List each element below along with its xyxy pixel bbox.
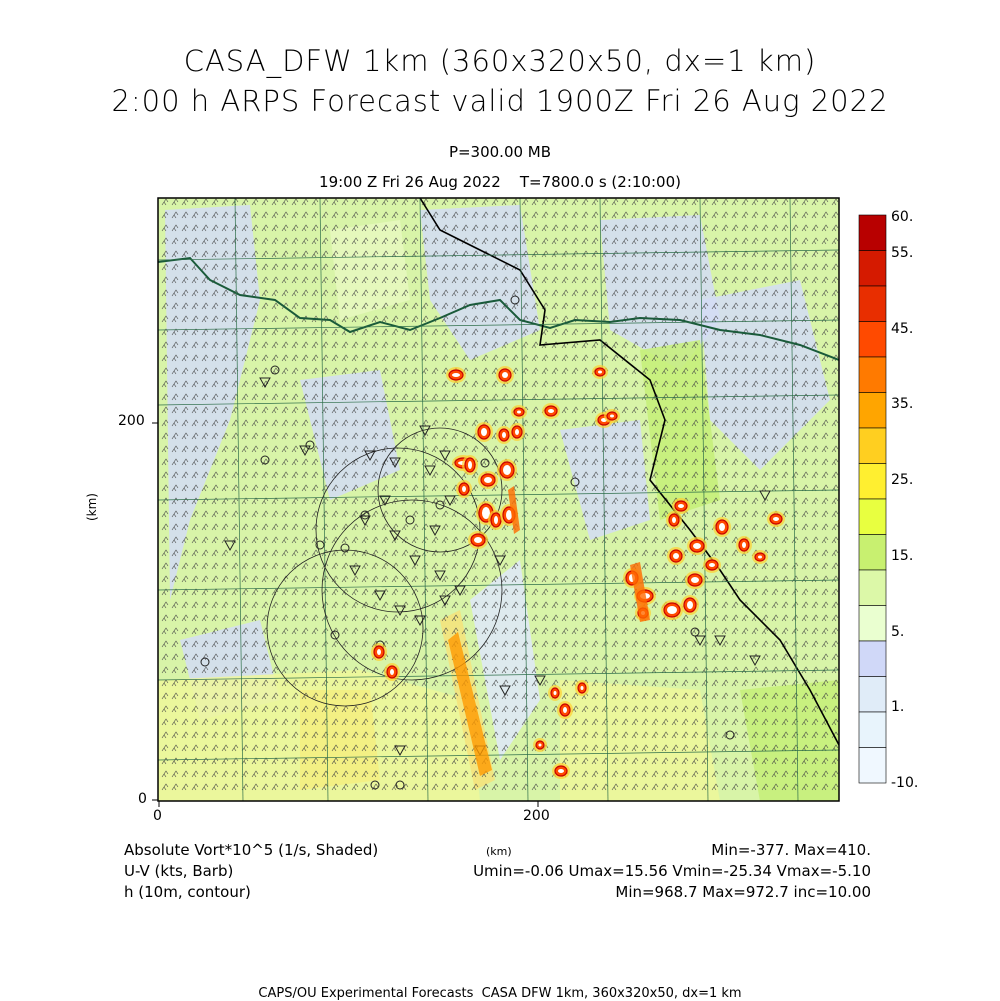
vorticity-field — [158, 198, 839, 801]
vorticity-cell-core — [539, 744, 542, 747]
vorticity-cell-core — [563, 707, 567, 713]
legend-contour: h (10m, contour) — [124, 883, 251, 901]
cb-label-neg10: -10. — [891, 775, 919, 791]
legend-height-minmax: Min=968.7 Max=972.7 inc=10.00 — [615, 883, 871, 901]
vorticity-cell-core — [517, 411, 521, 414]
vorticity-cell-core — [581, 686, 584, 690]
vorticity-cell-core — [719, 523, 725, 531]
colorbar-segment — [859, 712, 886, 748]
vorticity-cell-core — [554, 691, 557, 695]
y-axis — [152, 423, 158, 800]
vorticity-cell-core — [672, 517, 676, 523]
vorticity-cell-core — [610, 415, 614, 418]
colorbar — [859, 215, 886, 783]
vorticity-cell-core — [598, 371, 602, 374]
x-tick-0: 0 — [153, 808, 162, 824]
legend-wind-minmax: Umin=-0.06 Umax=15.56 Vmin=-25.34 Vmax=-5.10 — [473, 862, 871, 880]
colorbar-segment — [859, 570, 886, 606]
vorticity-cell-core — [758, 556, 762, 559]
vorticity-cell-core — [773, 517, 779, 521]
vorticity-cell-core — [709, 563, 715, 567]
colorbar-segment — [859, 322, 886, 358]
colorbar-segment — [859, 606, 886, 642]
vorticity-cell-core — [742, 542, 746, 548]
vorticity-cell-core — [452, 373, 460, 377]
cb-label-25: 25. — [891, 472, 914, 488]
colorbar-segment — [859, 428, 886, 464]
x-axis-unit: (km) — [486, 845, 512, 858]
cb-label-15: 15. — [891, 548, 914, 564]
pressure-level: P=300.00 MB — [448, 143, 552, 161]
title-line-2: 2:00 h ARPS Forecast valid 1900Z Fri 26 Aug 2022 — [111, 84, 889, 118]
legend-vort-minmax: Min=-377. Max=410. — [711, 841, 871, 859]
colorbar-segment — [859, 215, 886, 251]
colorbar-segment — [859, 464, 886, 500]
vorticity-cell-core — [678, 504, 684, 508]
valid-time: 19:00 Z Fri 26 Aug 2022 T=7800.0 s (2:10:00) — [319, 173, 681, 191]
vorticity-cell-core — [693, 543, 701, 549]
vorticity-cell-core — [687, 601, 693, 609]
vorticity-cell-core — [390, 669, 394, 675]
colorbar-segment — [859, 677, 886, 713]
vorticity-cell-core — [462, 486, 466, 492]
vorticity-cell-core — [502, 432, 506, 438]
vorticity-cell-core — [548, 409, 554, 413]
shaded-region — [560, 680, 720, 801]
vorticity-cell-core — [494, 516, 498, 524]
shaded-region — [300, 690, 380, 790]
vorticity-cell-core — [673, 553, 679, 559]
x-tick-200: 200 — [523, 808, 550, 824]
cb-label-55: 55. — [891, 245, 914, 261]
y-tick-200: 200 — [118, 413, 145, 429]
cb-label-1: 1. — [891, 699, 905, 715]
vorticity-cell-core — [484, 477, 492, 483]
colorbar-segment — [859, 535, 886, 571]
colorbar-segment — [859, 748, 886, 784]
y-tick-0: 0 — [138, 791, 147, 807]
vorticity-cell-core — [667, 606, 677, 614]
vorticity-cell-core — [691, 577, 699, 583]
vorticity-cell-core — [502, 372, 508, 378]
footer-credit: CAPS/OU Experimental Forecasts CASA DFW 1km, 360x320x50, dx=1 km — [258, 986, 742, 1001]
cb-label-45: 45. — [891, 321, 914, 337]
vorticity-cell-core — [515, 429, 519, 435]
legend-shaded: Absolute Vort*10^5 (1/s, Shaded) — [124, 841, 379, 859]
cb-label-5: 5. — [891, 624, 905, 640]
colorbar-segment — [859, 357, 886, 393]
vorticity-cell-core — [468, 461, 472, 469]
vorticity-cell-core — [474, 537, 482, 543]
vorticity-cell-core — [377, 649, 381, 655]
cb-label-60: 60. — [891, 209, 914, 225]
vorticity-cell-core — [481, 428, 487, 436]
title-line-1: CASA_DFW 1km (360x320x50, dx=1 km) — [183, 44, 817, 78]
vorticity-cell-core — [503, 465, 511, 475]
colorbar-segment — [859, 641, 886, 677]
legend-barb: U-V (kts, Barb) — [124, 862, 234, 880]
cb-label-35: 35. — [891, 396, 914, 412]
y-axis-unit: (km) — [85, 492, 100, 522]
x-axis — [159, 801, 538, 807]
colorbar-segment — [859, 393, 886, 429]
colorbar-segment — [859, 286, 886, 322]
vorticity-cell-core — [558, 769, 564, 773]
colorbar-segment — [859, 251, 886, 287]
colorbar-segment — [859, 499, 886, 535]
